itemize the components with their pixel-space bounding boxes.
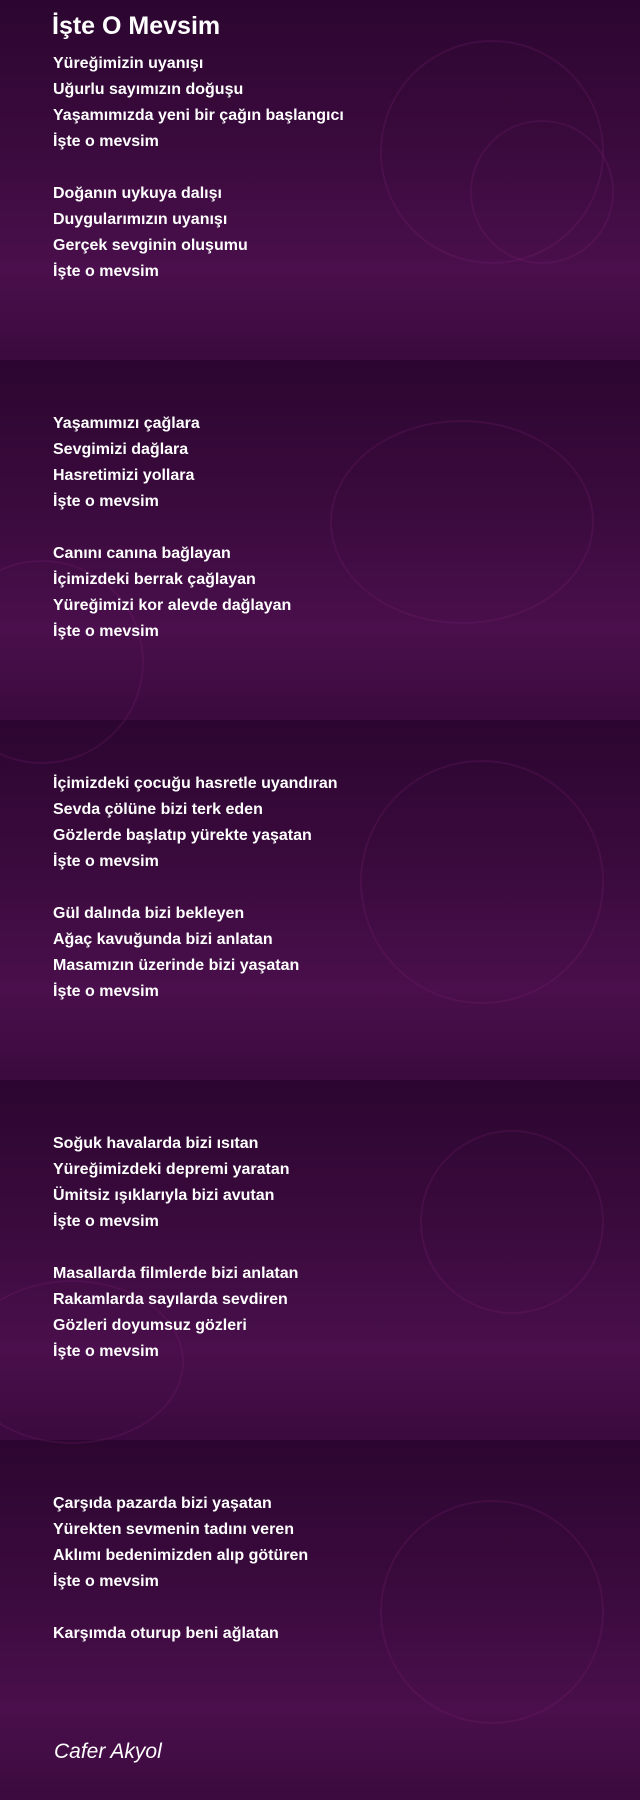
poem-line: Yüreğimizdeki depremi yaratan bbox=[53, 1161, 290, 1178]
poem-line: İçimizdeki berrak çağlayan bbox=[53, 571, 256, 588]
poem-line: İçimizdeki çocuğu hasretle uyandıran bbox=[53, 775, 338, 792]
poem-line: Gül dalında bizi bekleyen bbox=[53, 905, 245, 922]
poem-line: Soğuk havalarda bizi ısıtan bbox=[53, 1135, 259, 1152]
poem-line: İşte o mevsim bbox=[53, 493, 159, 510]
poem-line: Sevgimizi dağlara bbox=[53, 441, 189, 458]
poem-line: İşte o mevsim bbox=[53, 133, 159, 150]
poem-line: Yüreğimizin uyanışı bbox=[53, 55, 204, 72]
poem-line: Yaşamımızda yeni bir çağın başlangıcı bbox=[53, 107, 344, 124]
poem-line: Hasretimizi yollara bbox=[53, 467, 195, 484]
poem-line: Masallarda filmlerde bizi anlatan bbox=[53, 1265, 299, 1282]
poem-line: İşte o mevsim bbox=[53, 1213, 159, 1230]
poem-title: İşte O Mevsim bbox=[52, 12, 221, 40]
poem-line: Duygularımızın uyanışı bbox=[53, 211, 228, 228]
poem-line: Karşımda oturup beni ağlatan bbox=[53, 1625, 279, 1642]
poem-line: Ümitsiz ışıklarıyla bizi avutan bbox=[53, 1187, 275, 1204]
poem-line: İşte o mevsim bbox=[53, 623, 159, 640]
poem-line: Ağaç kavuğunda bizi anlatan bbox=[53, 931, 273, 948]
poem-line: Gerçek sevginin oluşumu bbox=[53, 237, 248, 254]
poem-line: İşte o mevsim bbox=[53, 1343, 159, 1360]
poem-line: Gözleri doyumsuz gözleri bbox=[53, 1317, 247, 1334]
author-name: Cafer Akyol bbox=[54, 1740, 162, 1763]
poem-line: Sevda çölüne bizi terk eden bbox=[53, 801, 263, 818]
poem-line: Yürekten sevmenin tadını veren bbox=[53, 1521, 294, 1538]
poem-line: Masamızın üzerinde bizi yaşatan bbox=[53, 957, 300, 974]
poem-line: Gözlerde başlatıp yürekte yaşatan bbox=[53, 827, 312, 844]
poem-line: Çarşıda pazarda bizi yaşatan bbox=[53, 1495, 272, 1512]
poem-line: Uğurlu sayımızın doğuşu bbox=[53, 81, 244, 98]
poem-line: Canını canına bağlayan bbox=[53, 545, 231, 562]
poem-line: Yüreğimizi kor alevde dağlayan bbox=[53, 597, 292, 614]
poem-line: İşte o mevsim bbox=[53, 853, 159, 870]
poem-line: Doğanın uykuya dalışı bbox=[53, 185, 222, 202]
poem-line: Aklımı bedenimizden alıp götüren bbox=[53, 1547, 309, 1564]
poem-line: Yaşamımızı çağlara bbox=[53, 415, 200, 432]
poem-line: İşte o mevsim bbox=[53, 983, 159, 1000]
poem-line: İşte o mevsim bbox=[53, 1573, 159, 1590]
poem-line: İşte o mevsim bbox=[53, 263, 159, 280]
poem-line: Rakamlarda sayılarda sevdiren bbox=[53, 1291, 288, 1308]
